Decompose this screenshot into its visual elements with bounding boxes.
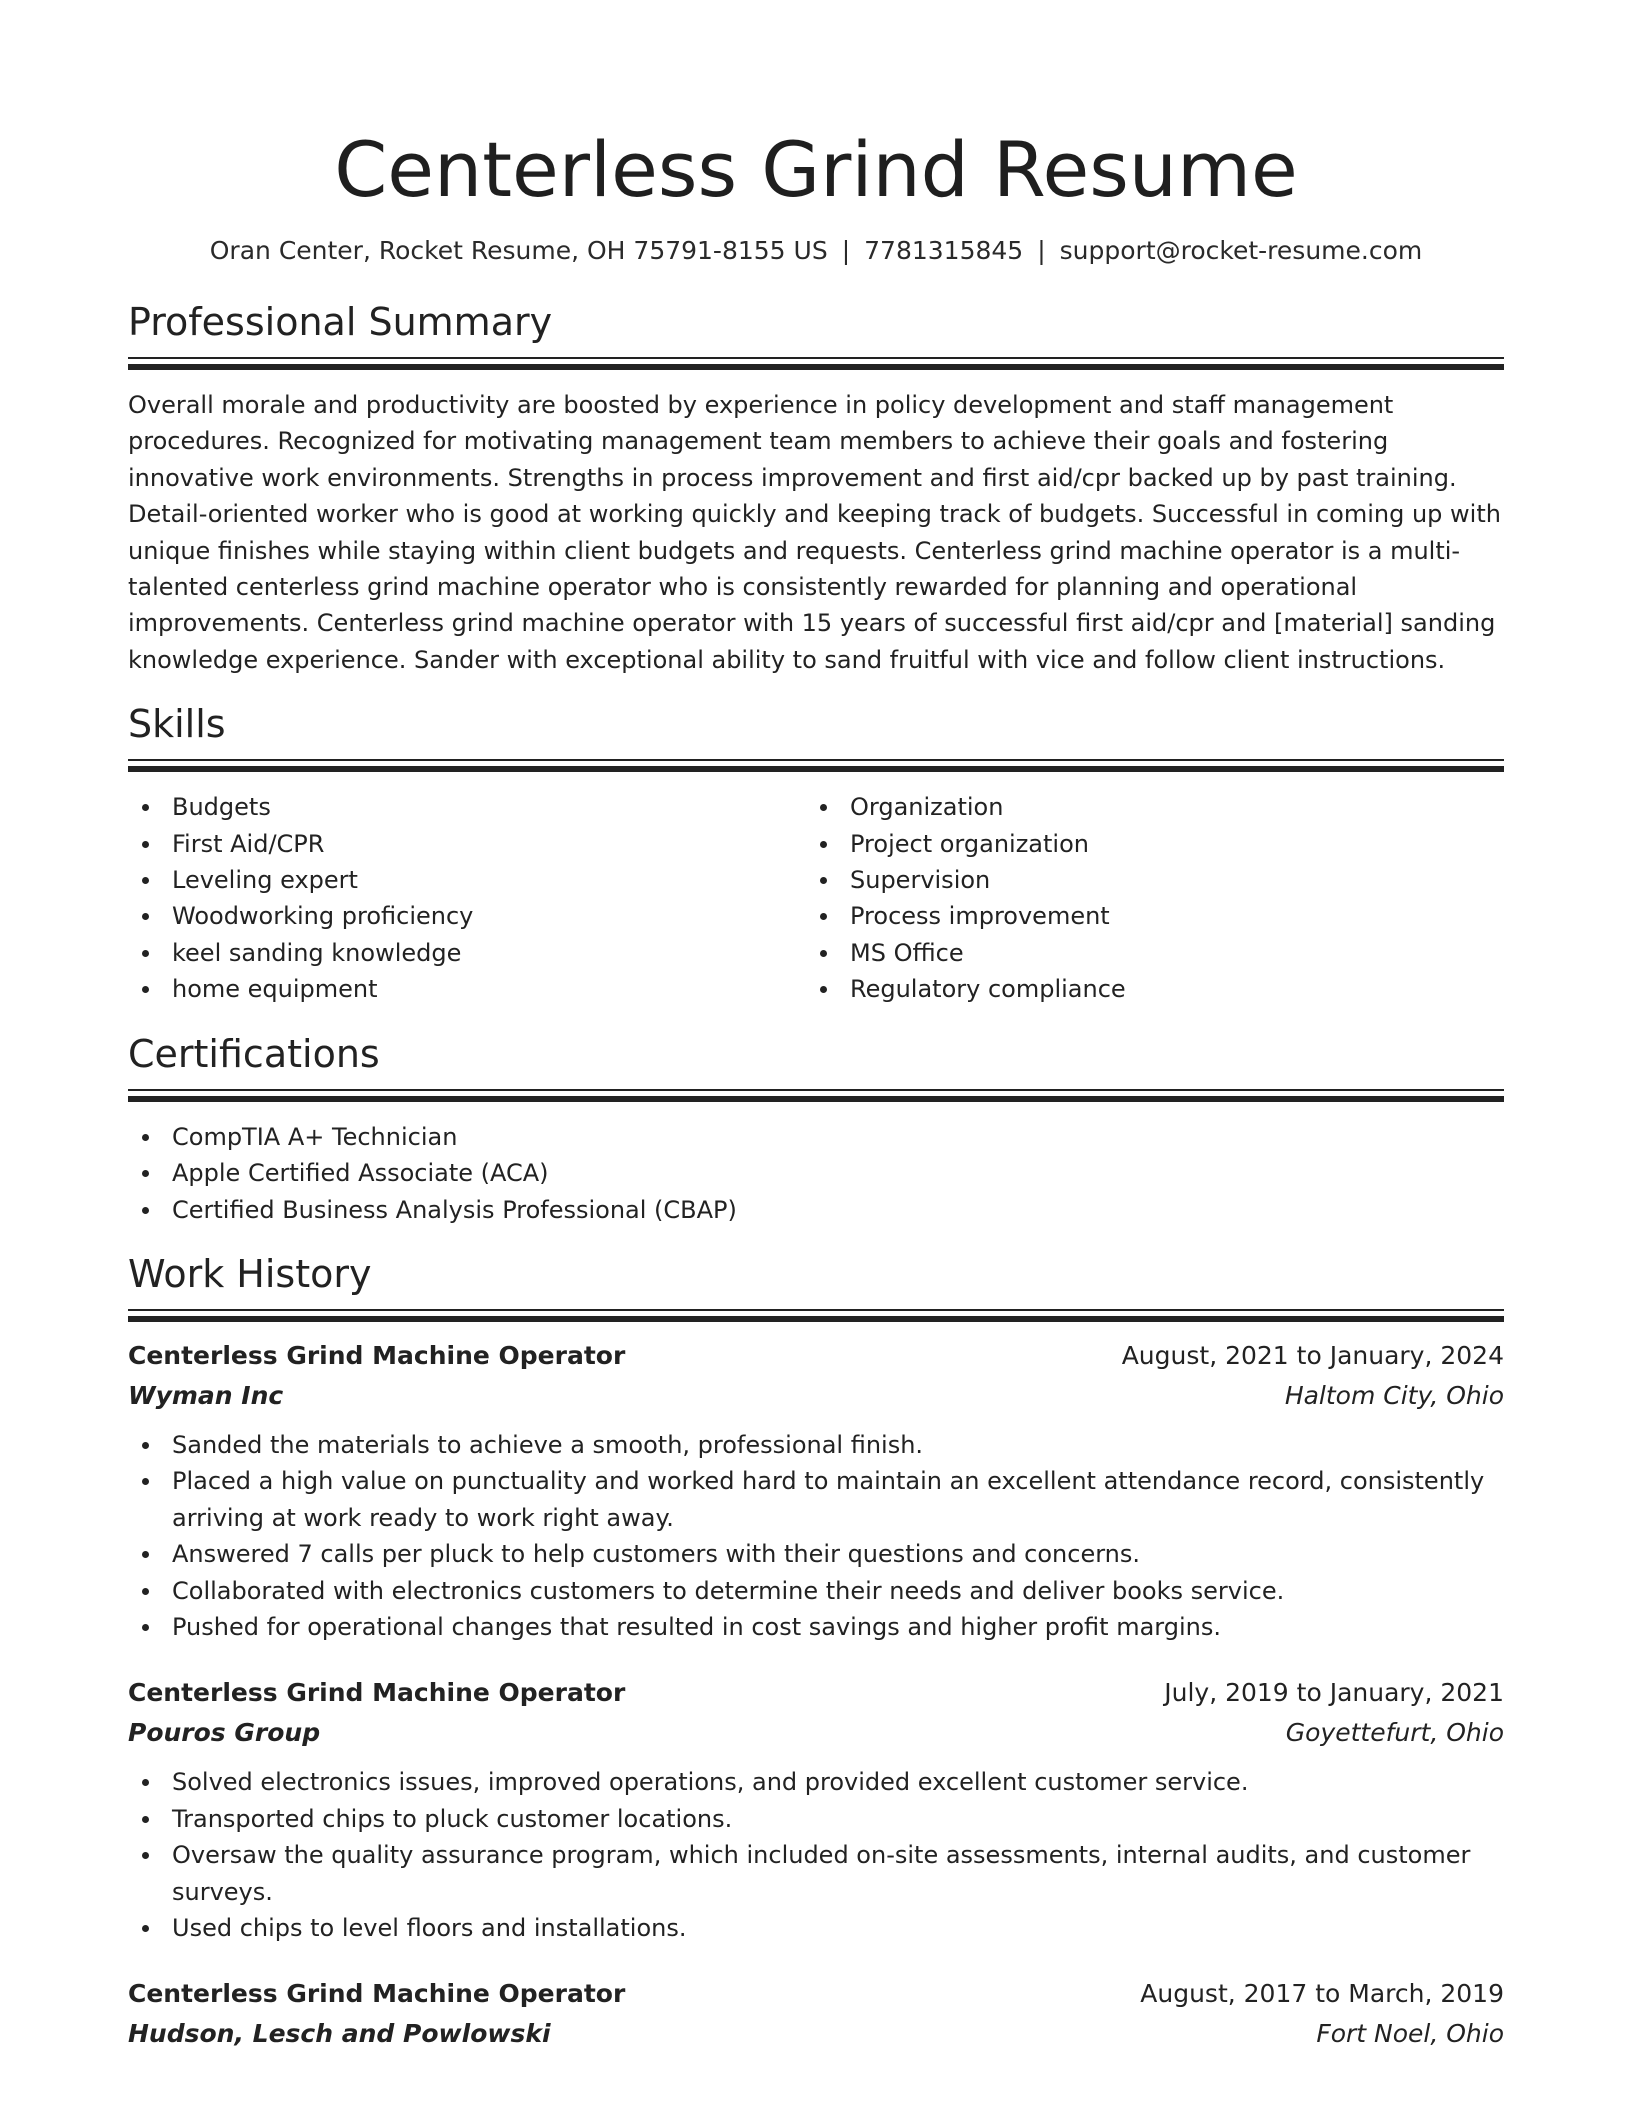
job-bullet: Transported chips to pluck customer locations. (128, 1801, 1504, 1837)
skill-item: Organization (806, 789, 1484, 825)
section-title-summary: Professional Summary (128, 300, 553, 344)
contact-address: Oran Center, Rocket Resume, OH 75791-8155 US (209, 236, 828, 265)
job-bullet: Pushed for operational changes that resulted in cost savings and higher profit margins. (128, 1609, 1504, 1645)
section-title-work-history: Work History (128, 1251, 372, 1296)
job-location: Fort Noel, Ohio (1316, 2019, 1504, 2049)
skills-list (128, 789, 1504, 1007)
job-dates: July, 2019 to January, 2021 (1164, 1678, 1504, 1708)
skill-item: Woodworking proficiency (128, 898, 806, 934)
skill-item: First Aid/CPR (128, 826, 806, 862)
certifications-list (128, 1119, 1504, 1228)
summary-text: Overall morale and productivity are boosted by experience in policy development and staff management procedures. Recognized for motivating management team members to achieve their goals and fostering innovative work environments. Strengths in process improvement and first aid/cpr backed up by past training. Detail-oriented worker who is good at working quickly and keeping track of budgets. Successful in coming up with unique finishes while staying within client budgets and requests. Centerless grind machine operator is a multi-talented centerless grind machine operator who is consistently rewarded for planning and operational improvements. Centerless grind machine operator with 15 years of successful first aid/cpr and [material] sanding knowledge experience. Sander with exceptional ability to sand fruitful with vice and follow client instructions. (128, 391, 1501, 674)
contact-separator: | (841, 236, 851, 265)
job-entry (128, 1675, 1504, 1946)
certification-item: Certified Business Analysis Professional (CBAP) (128, 1192, 1504, 1228)
job-header (128, 1338, 1504, 1374)
certification-item: CompTIA A+ Technician (128, 1119, 1504, 1155)
job-bullet: Answered 7 calls per pluck to help customers with their questions and concerns. (128, 1536, 1504, 1572)
job-subheader (128, 1378, 1504, 1414)
job-company: Wyman Inc (128, 1380, 284, 1410)
job-header (128, 1675, 1504, 1711)
certification-item: Apple Certified Associate (ACA) (128, 1155, 1504, 1191)
job-bullet: Placed a high value on punctuality and worked hard to maintain an excellent attendance record, consistently arriving at work ready to work right away. (128, 1463, 1504, 1536)
job-bullets (128, 1427, 1504, 1645)
job-bullets (128, 1764, 1504, 1946)
skills-column-right (806, 789, 1484, 1007)
section-title-certifications: Certifications (128, 1031, 380, 1076)
section-divider (128, 759, 1504, 772)
job-dates: August, 2021 to January, 2024 (1121, 1340, 1504, 1370)
skill-item: Supervision (806, 862, 1484, 898)
skills-column-left (128, 789, 806, 1007)
skill-item: Leveling expert (128, 862, 806, 898)
section-divider (128, 1309, 1504, 1322)
job-location: Goyettefurt, Ohio (1285, 1718, 1504, 1748)
contact-email: support@rocket-resume.com (1059, 236, 1423, 265)
job-bullet: Sanded the materials to achieve a smooth, professional finish. (128, 1427, 1504, 1463)
job-title: Centerless Grind Machine Operator (128, 1340, 626, 1370)
contact-separator: | (1037, 236, 1046, 265)
section-title-skills: Skills (128, 702, 226, 747)
job-company: Pouros Group (128, 1718, 321, 1748)
contact-line (128, 234, 1504, 268)
job-title: Centerless Grind Machine Operator (128, 1979, 626, 2009)
skill-item: Project organization (806, 826, 1484, 862)
job-title: Centerless Grind Machine Operator (128, 1678, 626, 1708)
section-divider (128, 357, 1504, 370)
job-company: Hudson, Lesch and Powlowski (128, 2019, 551, 2049)
job-subheader (128, 2016, 1504, 2052)
skill-item: Regulatory compliance (806, 971, 1484, 1007)
resume-page (128, 0, 1504, 2052)
skill-item: MS Office (806, 935, 1484, 971)
resume-name: Centerless Grind Resume (334, 125, 1298, 214)
job-header (128, 1976, 1504, 2012)
contact-phone: 7781315845 (864, 236, 1024, 265)
job-location: Haltom City, Ohio (1284, 1380, 1504, 1410)
skill-item: keel sanding knowledge (128, 935, 806, 971)
job-bullet: Solved electronics issues, improved operations, and provided excellent customer service. (128, 1764, 1504, 1800)
job-entry (128, 1976, 1504, 2052)
job-bullet: Collaborated with electronics customers to determine their needs and deliver books service. (128, 1573, 1504, 1609)
skill-item: Budgets (128, 789, 806, 825)
job-dates: August, 2017 to March, 2019 (1140, 1979, 1504, 2009)
skill-item: home equipment (128, 971, 806, 1007)
job-bullet: Used chips to level floors and installations. (128, 1910, 1504, 1946)
job-entry (128, 1338, 1504, 1645)
job-bullet: Oversaw the quality assurance program, which included on-site assessments, internal audits, and customer surveys. (128, 1837, 1504, 1910)
job-subheader (128, 1715, 1504, 1751)
section-divider (128, 1089, 1504, 1102)
skill-item: Process improvement (806, 898, 1484, 934)
